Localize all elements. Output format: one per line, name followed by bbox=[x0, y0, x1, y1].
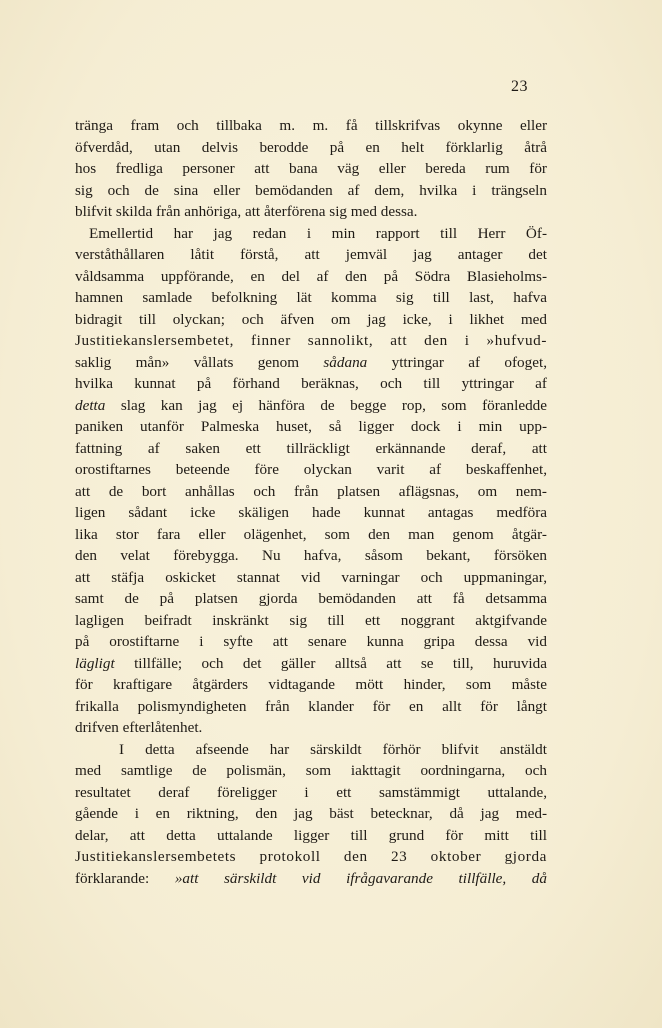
line-text: hamnen samlade befolkning lät komma sig till last, hafva bbox=[75, 289, 547, 306]
italic-phrase: sådana bbox=[323, 353, 368, 371]
text-line bbox=[75, 825, 547, 847]
line-text: fattning af saken ett tillräckligt erkännande deraf, att bbox=[75, 439, 547, 457]
line-text: lika stor fara eller olägenhet, som den man genom åtgär- bbox=[75, 525, 547, 543]
text-line bbox=[75, 330, 547, 352]
line-text: samt de på platsen gjorda bemödanden att få detsamma bbox=[75, 590, 547, 607]
text-line bbox=[75, 115, 547, 137]
line-text: frikalla polismyndigheten från klander för en allt för långt bbox=[75, 697, 547, 715]
page-number: 23 bbox=[511, 78, 528, 95]
line-text: gående i en riktning, den jag bäst betecknar, då jag med- bbox=[75, 805, 547, 822]
line-text: orostiftarnes beteende före olyckan varit af beskaffenhet, bbox=[75, 461, 547, 478]
line-text: öfverdåd, utan delvis berodde på en helt förklarlig åtrå bbox=[75, 138, 547, 156]
line-text: delar, att detta uttalande ligger till grund för mitt till bbox=[75, 826, 547, 844]
line-text: hvilka kunnat på förhand beräknas, och till yttringar af bbox=[75, 375, 547, 392]
line-text-after: yttringar af ofoget, bbox=[391, 353, 547, 371]
line-text: verståthållaren låtit förstå, att jemväl jag antager det bbox=[75, 246, 547, 263]
line-text: den velat förebygga. Nu hafva, såsom bekant, försöken bbox=[75, 547, 547, 564]
text-line bbox=[75, 438, 547, 460]
text-line bbox=[75, 717, 547, 739]
line-text: Emellertid har jag redan i min rapport till Herr Öf- bbox=[89, 224, 547, 242]
line-text: förklarande: bbox=[75, 869, 150, 887]
text-line bbox=[75, 395, 547, 417]
text-line bbox=[75, 352, 547, 374]
text-line bbox=[75, 739, 547, 761]
text-line bbox=[75, 201, 547, 223]
line-text: med samtlige de polismän, som iakttagit oordningarna, och bbox=[75, 762, 547, 779]
text-line bbox=[75, 782, 547, 804]
line-text: sig och de sina eller bemödanden af dem, hvilka i trängseln bbox=[75, 181, 547, 199]
line-text: för kraftigare åtgärders vidtagande mött hinder, som måste bbox=[75, 676, 547, 693]
line-text: att de bort anhållas och från platsen aflägsnas, om nem- bbox=[75, 482, 547, 500]
text-line bbox=[75, 631, 547, 653]
italic-word: lägligt bbox=[75, 654, 115, 672]
line-text: tillfälle; och det gäller alltså att se till, huruvida bbox=[134, 654, 547, 672]
text-line bbox=[75, 158, 547, 180]
text-line bbox=[75, 180, 547, 202]
line-text: Justitiekanslersembetet, finner sannolikt, att den i »hufvud- bbox=[75, 332, 547, 349]
text-line bbox=[75, 287, 547, 309]
line-text: drifven efterlåtenhet. bbox=[75, 719, 203, 736]
line-text: hos fredliga personer att bana väg eller bereda rum för bbox=[75, 160, 547, 177]
line-text: lagligen beifradt inskränkt sig till ett noggrant aktgifvande bbox=[75, 611, 547, 629]
text-line bbox=[75, 373, 547, 395]
line-text: på orostiftarne i syfte att senare kunna gripa dessa vid bbox=[75, 633, 547, 650]
line-text: våldsamma uppförande, en del af den på Södra Blasieholms- bbox=[75, 267, 547, 285]
text-line bbox=[75, 223, 547, 245]
text-line bbox=[75, 674, 547, 696]
text-line bbox=[75, 459, 547, 481]
italic-phrase: »att särskildt vid ifrågavarande tillfälle, då bbox=[174, 869, 547, 887]
text-line bbox=[75, 868, 547, 890]
text-line bbox=[75, 137, 547, 159]
body-text bbox=[75, 115, 547, 889]
line-text: tränga fram och tillbaka m. m. få tillskrifvas okynne eller bbox=[75, 117, 547, 134]
line-text: ligen sådant icke skäligen hade kunnat antagas medföra bbox=[75, 504, 547, 521]
line-text: Justitiekanslersembetets protokoll den 23 oktober gjorda bbox=[75, 848, 547, 865]
text-line bbox=[75, 567, 547, 589]
text-line bbox=[75, 610, 547, 632]
line-text: resultatet deraf föreligger i ett samstämmigt uttalande, bbox=[75, 783, 547, 801]
line-text: I detta afseende har särskildt förhör blifvit anstäldt bbox=[119, 740, 547, 758]
text-line bbox=[75, 524, 547, 546]
line-text: saklig mån» vållats genom bbox=[75, 353, 300, 371]
italic-word: detta bbox=[75, 396, 106, 414]
line-text: slag kan jag ej hänföra de begge rop, som föranledde bbox=[120, 396, 547, 414]
text-line bbox=[75, 309, 547, 331]
text-line bbox=[75, 244, 547, 266]
text-line bbox=[75, 502, 547, 524]
line-text: bidragit till olyckan; och äfven om jag icke, i likhet med bbox=[75, 310, 547, 328]
text-line bbox=[75, 588, 547, 610]
text-line bbox=[75, 760, 547, 782]
line-text: paniken utanför Palmeska huset, så ligger dock i min upp- bbox=[75, 418, 547, 435]
text-line bbox=[75, 696, 547, 718]
text-line bbox=[75, 416, 547, 438]
text-line bbox=[75, 653, 547, 675]
text-line bbox=[75, 266, 547, 288]
line-text: att stäfja oskicket stannat vid varningar och uppmaningar, bbox=[75, 568, 547, 586]
text-line bbox=[75, 545, 547, 567]
line-text: blifvit skilda från anhöriga, att återförena sig med dessa. bbox=[75, 203, 418, 220]
text-line bbox=[75, 481, 547, 503]
text-line bbox=[75, 846, 547, 868]
text-line bbox=[75, 803, 547, 825]
